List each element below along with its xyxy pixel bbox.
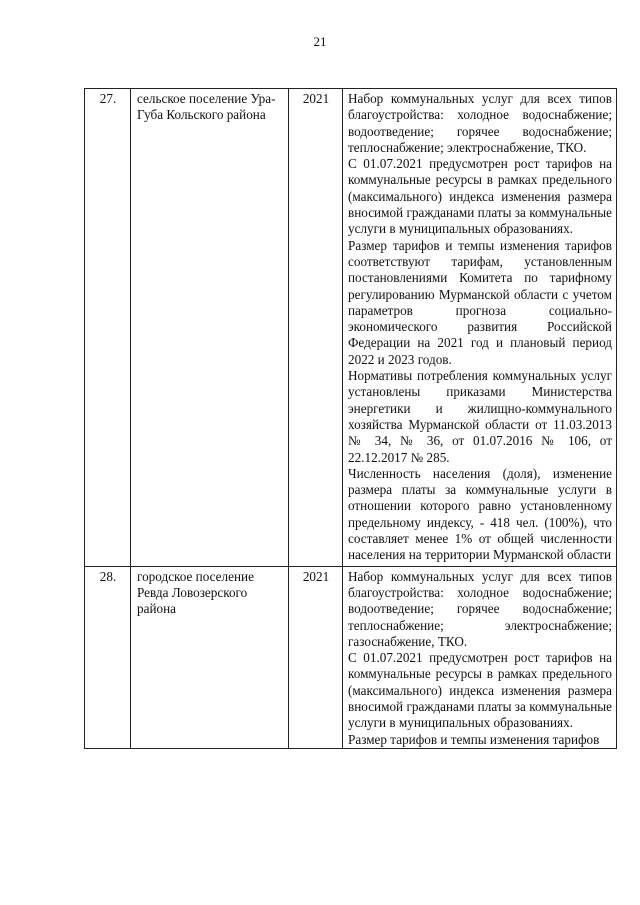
description-paragraph: С 01.07.2021 предусмотрен рост тарифов на коммунальные ресурсы в рамках предельного (максимального) индекса изменения размера вносимой гражданами платы за коммунальные услуги в муниципальных образованиях. [348,650,612,731]
municipality-name: сельское поселение Ура-Губа Кольского района [131,89,289,567]
description-paragraph: Размер тарифов и темпы изменения тарифов соответствуют тарифам, установленным постановлениями Комитета по тарифному регулированию Мурманской области с учетом параметров прогноза социально-экономического развития Российской Федерации на 2021 год и плановый период 2022 и 2023 годов. [348,237,612,367]
page-number: 21 [313,34,327,49]
description-cell [343,566,617,748]
row-number: 27. [85,89,131,567]
year-cell: 2021 [289,566,343,748]
municipality-name: городское поселение Ревда Ловозерского района [131,566,289,748]
table-row [85,89,617,567]
table-row [85,566,617,748]
description-paragraph: Нормативы потребления коммунальных услуг установлены приказами Министерства энергетики и жилищно-коммунального хозяйства Мурманской области от 11.03.2013 № 34, № 36, от 01.07.2016 № 106, от 22.12.2017 № 285. [348,368,612,465]
row-number: 28. [85,566,131,748]
description-paragraph: Набор коммунальных услуг для всех типов благоустройства: холодное водоснабжение; водоотведение; горячее водоснабжение; теплоснабжение; электроснабжение; газоснабжение, ТКО. [348,568,612,649]
tariff-table [84,88,617,749]
description-paragraph: Размер тарифов и темпы изменения тарифов [348,731,600,747]
description-paragraph: С 01.07.2021 предусмотрен рост тарифов на коммунальные ресурсы в рамках предельного (максимального) индекса изменения размера вносимой гражданами платы за коммунальные услуги в муниципальных образованиях. [348,156,612,237]
description-cell [343,89,617,567]
description-paragraph: Набор коммунальных услуг для всех типов благоустройства: холодное водоснабжение; водоотведение; горячее водоснабжение; теплоснабжение; электроснабжение, ТКО. [348,91,612,155]
description-paragraph: Численность населения (доля), изменение размера платы за коммунальные услуги в отношении которого равно установленному предельному индексу, - 418 чел. (100%), что составляет менее 1% от общей численности населения на территории Мурманской области [348,465,612,563]
year-cell: 2021 [289,89,343,567]
